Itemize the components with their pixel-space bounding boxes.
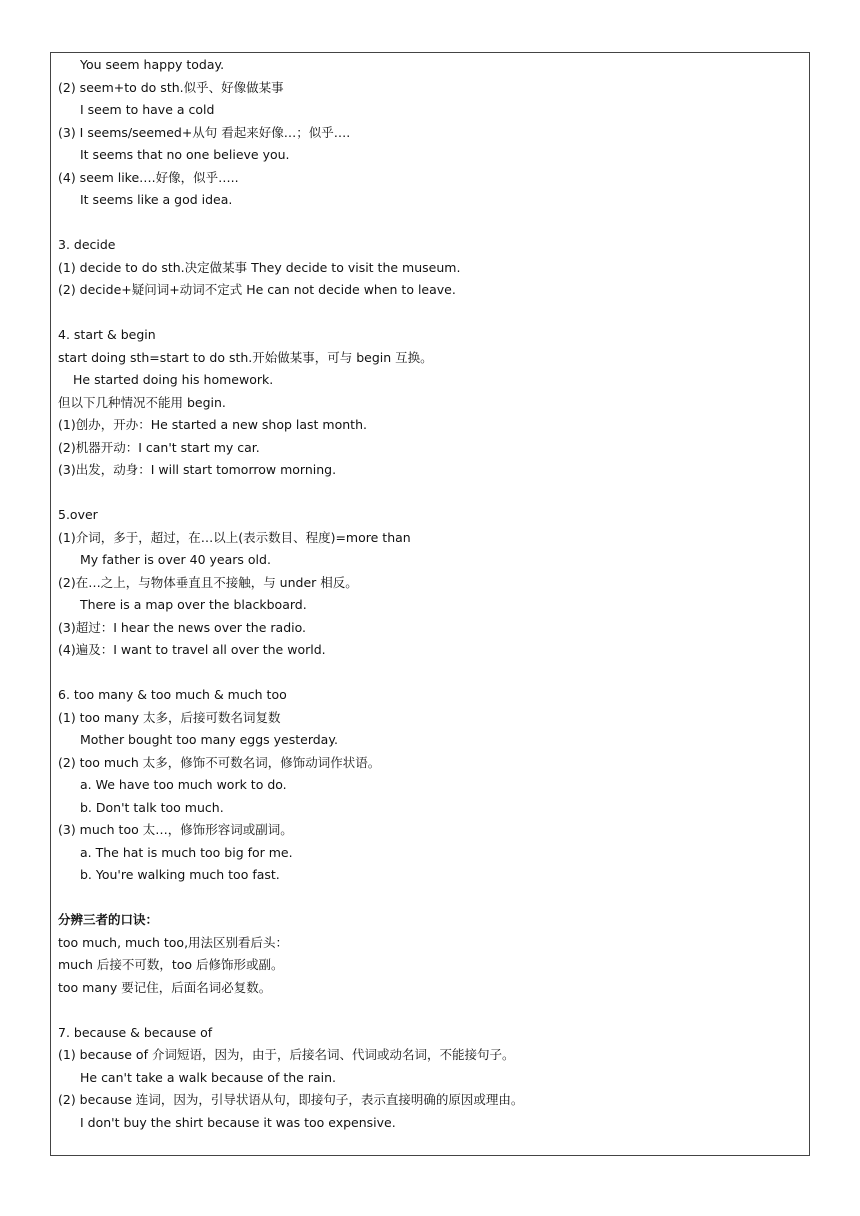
example-line: It seems like a god idea. <box>80 192 233 207</box>
section-heading-decide: 3. decide <box>58 237 116 252</box>
rule-line: (4) seem like….好像，似乎….. <box>58 169 239 185</box>
section-heading-over: 5.over <box>58 507 98 522</box>
example-line: I seem to have a cold <box>80 102 215 117</box>
example-line: a. We have too much work to do. <box>80 777 287 792</box>
example-line: There is a map over the blackboard. <box>80 597 307 612</box>
spacer <box>58 887 803 910</box>
mnemonic-heading: 分辨三者的口诀： <box>58 912 159 927</box>
rule-line: (1)创办，开办：He started a new shop last month. <box>58 417 367 432</box>
mnemonic-line: much 后接不可数，too 后修饰形或副。 <box>58 957 284 972</box>
rule-line: (2) decide+疑问词+动词不定式 He can not decide when to leave. <box>58 282 456 297</box>
rule-line: (3) I seems/seemed+从句 看起来好像…；似乎…. <box>58 124 351 140</box>
rule-line: (2)机器开动：I can't start my car. <box>58 439 260 455</box>
example-line: I don't buy the shirt because it was too expensive. <box>80 1114 396 1130</box>
rule-line: (3)出发，动身：I will start tomorrow morning. <box>58 462 337 477</box>
section-heading-because: 7. because & because of <box>58 1024 213 1040</box>
document-body <box>58 54 803 1134</box>
spacer <box>58 302 803 325</box>
example-line: It seems that no one believe you. <box>80 147 290 162</box>
spacer <box>58 482 803 505</box>
rule-line: (2)在…之上，与物体垂直且不接触，与 under 相反。 <box>58 574 358 590</box>
rule-line: (3) much too 太…，修饰形容词或副词。 <box>58 822 293 837</box>
rule-line: (1) because of 介词短语，因为，由于，后接名词、代词或动名词，不能接句子。 <box>58 1047 515 1062</box>
rule-line: (1)介词，多于，超过，在…以上(表示数目、程度)=more than <box>58 529 411 545</box>
mnemonic-line: too many 要记住，后面名词必复数。 <box>58 979 272 995</box>
section-heading-too-many: 6. too many & too much & much too <box>58 687 287 702</box>
example-line: b. You're walking much too fast. <box>80 867 280 882</box>
example-line: b. Don't talk too much. <box>80 799 224 815</box>
rule-line: (4)遍及：I want to travel all over the world. <box>58 642 326 657</box>
spacer <box>58 662 803 685</box>
rule-line: (2) too much 太多，修饰不可数名词，修饰动词作状语。 <box>58 754 381 770</box>
example-line: Mother bought too many eggs yesterday. <box>80 732 338 747</box>
spacer <box>58 999 803 1022</box>
mnemonic-line: too much, much too,用法区别看后头： <box>58 934 289 950</box>
spacer <box>58 212 803 235</box>
rule-line: start doing sth=start to do sth.开始做某事，可与 begin 互换。 <box>58 349 433 365</box>
example-line: My father is over 40 years old. <box>80 552 271 567</box>
example-line: a. The hat is much too big for me. <box>80 844 293 860</box>
rule-line: (2) because 连词，因为，引导状语从句，即接句子，表示直接明确的原因或理由。 <box>58 1092 524 1107</box>
rule-line: (2) seem+to do sth.似乎、好像做某事 <box>58 79 284 95</box>
rule-line: (3)超过：I hear the news over the radio. <box>58 619 307 635</box>
example-line: He started doing his homework. <box>73 372 274 387</box>
rule-line: (1) decide to do sth.决定做某事 They decide to visit the museum. <box>58 259 461 275</box>
rule-line: 但以下几种情况不能用 begin. <box>58 394 226 410</box>
example-line: He can't take a walk because of the rain. <box>80 1069 336 1085</box>
rule-line: (1) too many 太多，后接可数名词复数 <box>58 709 281 725</box>
example-line: You seem happy today. <box>80 57 225 72</box>
section-heading-start-begin: 4. start & begin <box>58 327 156 342</box>
